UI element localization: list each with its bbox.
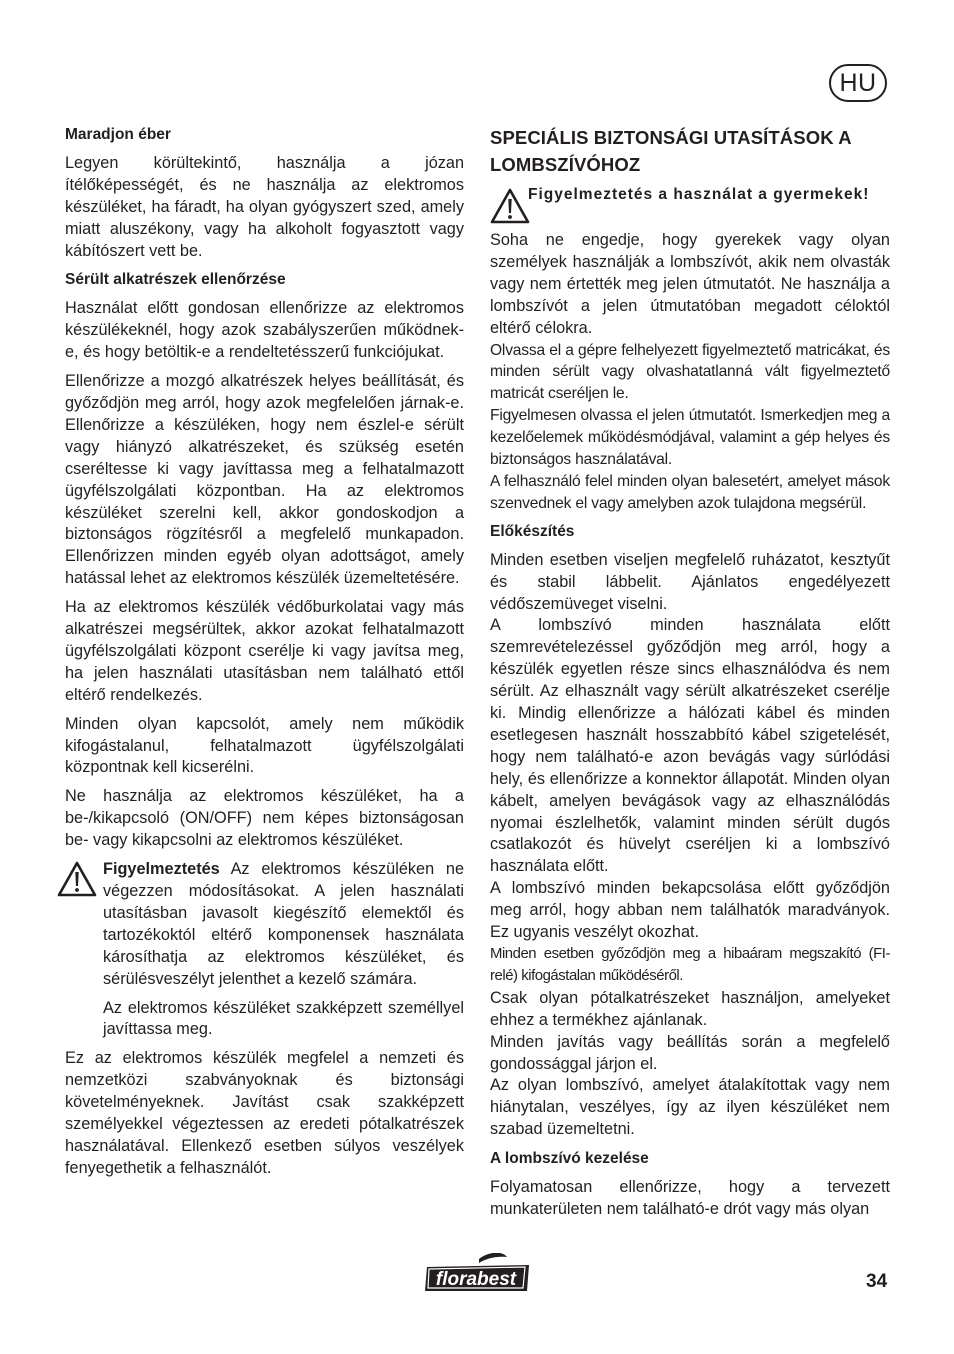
warning-triangle-icon	[57, 861, 97, 897]
paragraph: Legyen körültekintő, használja a józan ítélőképességét, és ne használja az elektromos készüléket, ha fáradt, ha olyan gyógyszert szed, amely miatt aluszékony, vagy ha alkoholt fogyasztott vagy kábítószert vett be.	[65, 153, 464, 260]
paragraph: Minden javítás vagy beállítás során a megfelelő gondossággal járjon el.	[490, 1032, 890, 1073]
heading-serult-alkatreszek: Sérült alkatrészek ellenőrzése	[65, 271, 286, 289]
section-title: SPECIÁLIS BIZTONSÁGI UTASÍTÁSOK A LOMBSZÍVÓHOZ	[490, 127, 851, 175]
warning-block	[65, 859, 464, 1041]
language-badge: HU	[829, 64, 887, 102]
paragraph: A felhasználó felel minden olyan balesetért, amelyet mások szenvednek el vagy amelyben azok tulajdona megsérül.	[490, 472, 890, 512]
paragraph: Ne használja az elektromos készüléket, ha a be-/kikapcsoló (ON/OFF) nem képes biztonságosan be- vagy kikapcsolni az elektromos készüléket.	[65, 787, 464, 850]
warning-body: Az elektromos készüléken ne végezzen módosításokat. A jelen használati utasításban javasolt kiegészítő elemektől és tartozékoktól eltérő komponensek használata károsíthatja az elektromos készüléket, és sérülésveszélyt jelenthet a kezelő számára.	[103, 860, 464, 988]
warning-title: Figyelmeztetés	[103, 860, 220, 879]
logo-text: florabest	[435, 1269, 517, 1290]
paragraph: Olvassa el a gépre felhelyezett figyelmeztető matricákat, és minden sérült vagy olvashatatlanná vált figyelmeztető matricát cseréljen le.	[490, 341, 890, 403]
warning-triangle-icon	[490, 188, 530, 224]
warning-text	[103, 859, 464, 990]
left-column	[65, 124, 464, 1187]
paragraph: A lombszívó minden bekapcsolása előtt győződjön meg arról, hogy abban nem találhatók maradványok. Ez ugyanis veszélyt okozhat.	[490, 879, 890, 942]
paragraph: Folyamatosan ellenőrizze, hogy a tervezett munkaterületen nem található-e drót vagy más olyan	[490, 1178, 890, 1218]
heading-maradjon-eber: Maradjon éber	[65, 126, 171, 143]
paragraph: Minden esetben győződjön meg a hibaáram megszakító (FI-relé) kifogástalan működéséről.	[490, 946, 890, 984]
paragraph: Csak olyan pótalkatrészeket használjon, amelyeket ehhez a termékhez ajánlanak.	[490, 988, 890, 1029]
warning-heading	[490, 184, 890, 224]
paragraph: Használat előtt gondosan ellenőrizze az elektromos készülékeknél, hogy azok szabályszerűen működnek-e, és hogy betöltik-e a rendeltetésszerű funkciójukat.	[65, 299, 464, 362]
paragraph: Ha az elektromos készülék védőburkolatai vagy más alkatrészei megsérültek, akkor azokat felhatalmazott ügyfélszolgálati központ cserélje ki vagy javítsa meg, ha jelen használati utasításban nem található ettől eltérő rendelkezés.	[65, 598, 464, 704]
paragraph: Minden esetben viseljen megfelelő ruházatot, kesztyűt és stabil lábbelit. Ajánlatos engedélyezett védőszemüveget viselni.	[490, 550, 890, 613]
paragraph: Figyelmesen olvassa el jelen útmutatót. Ismerkedjen meg a kezelőelemek működésmódjával, valamint a gép helyes és biztonságos használatával.	[490, 407, 890, 469]
paragraph: Minden olyan kapcsolót, amely nem működik kifogástalanul, felhatalmazott ügyfélszolgálati központnak kell kicserélni.	[65, 714, 464, 777]
page-number: 34	[866, 1271, 888, 1292]
paragraph: Ez az elektromos készülék megfelel a nemzeti és nemzetközi szabványoknak és biztonsági követelményeknek. Javítást csak szakképzett személyekkel végeztessen az eredeti pótalkatrészek használatával. Ellenkező esetben súlyos veszélyek fenyegethetik a felhasználót.	[65, 1049, 464, 1177]
heading-lombszivo-kezelese: A lombszívó kezelése	[490, 1150, 649, 1168]
florabest-logo	[423, 1253, 533, 1293]
right-column	[490, 124, 890, 1228]
warning-heading-text: Figyelmeztetés a használat a gyermekek!	[528, 186, 870, 203]
warning-text-2: Az elektromos készüléket szakképzett személlyel javíttassa meg.	[103, 998, 464, 1039]
paragraph: Ellenőrizze a mozgó alkatrészek helyes beállítását, és győződjön meg arról, hogy azok megfelelően járnak-e. Ellenőrizze a készüléken, hogy nem észlel-e sérült vagy hiányzó alkatrészeket, és szükség esetén cseréltesse ki vagy javíttassa meg a felhatalmazott ügyfélszolgálati központban. Ha az elektromos készüléket szerelni kell, akkor gondoskodjon a biztonságos rögzítésről a megfelelő munkapadon. Ellenőrizzen minden egyéb olyan adottságot, amely hatással lehet az elektromos készülék üzemeltetésére.	[65, 372, 464, 588]
heading-elokeszites: Előkészítés	[490, 522, 575, 540]
paragraph: Soha ne engedje, hogy gyerekek vagy olyan személyek használják a lombszívót, akik nem olvasták vagy nem értették meg jelen útmutatót. Ne használja a lombszívót a jelen útmutatóban megadott céloktól eltérő célokra.	[490, 231, 890, 337]
paragraph: Az olyan lombszívó, amelyet átalakítottak vagy nem hiánytalan, veszélyes, így az ilyen készüléket nem szabad üzemeltetni.	[490, 1076, 890, 1139]
paragraph: A lombszívó minden használata előtt szemrevételezéssel győződjön meg arról, hogy a készülék egyetlen része sincs elhasználódva és nem sérült. Az elhasznált vagy sérült alkatrészeket cserélje ki. Mindig ellenőrizze a hálózati kábel és minden esetlegesen használt hosszabbító kábel szigetelését, hogy nem található-e azon bevágás vagy súrlódási hely, és ellenőrizze a konnektor állapotát. Minden olyan kábelt, amelyen bevágások vagy az elhasználódás nyomai észlelhetők, valamint minden sérült dugós csatlakozót és hüvelyt cseréljen ki a lombszívó használata előtt.	[490, 616, 890, 876]
